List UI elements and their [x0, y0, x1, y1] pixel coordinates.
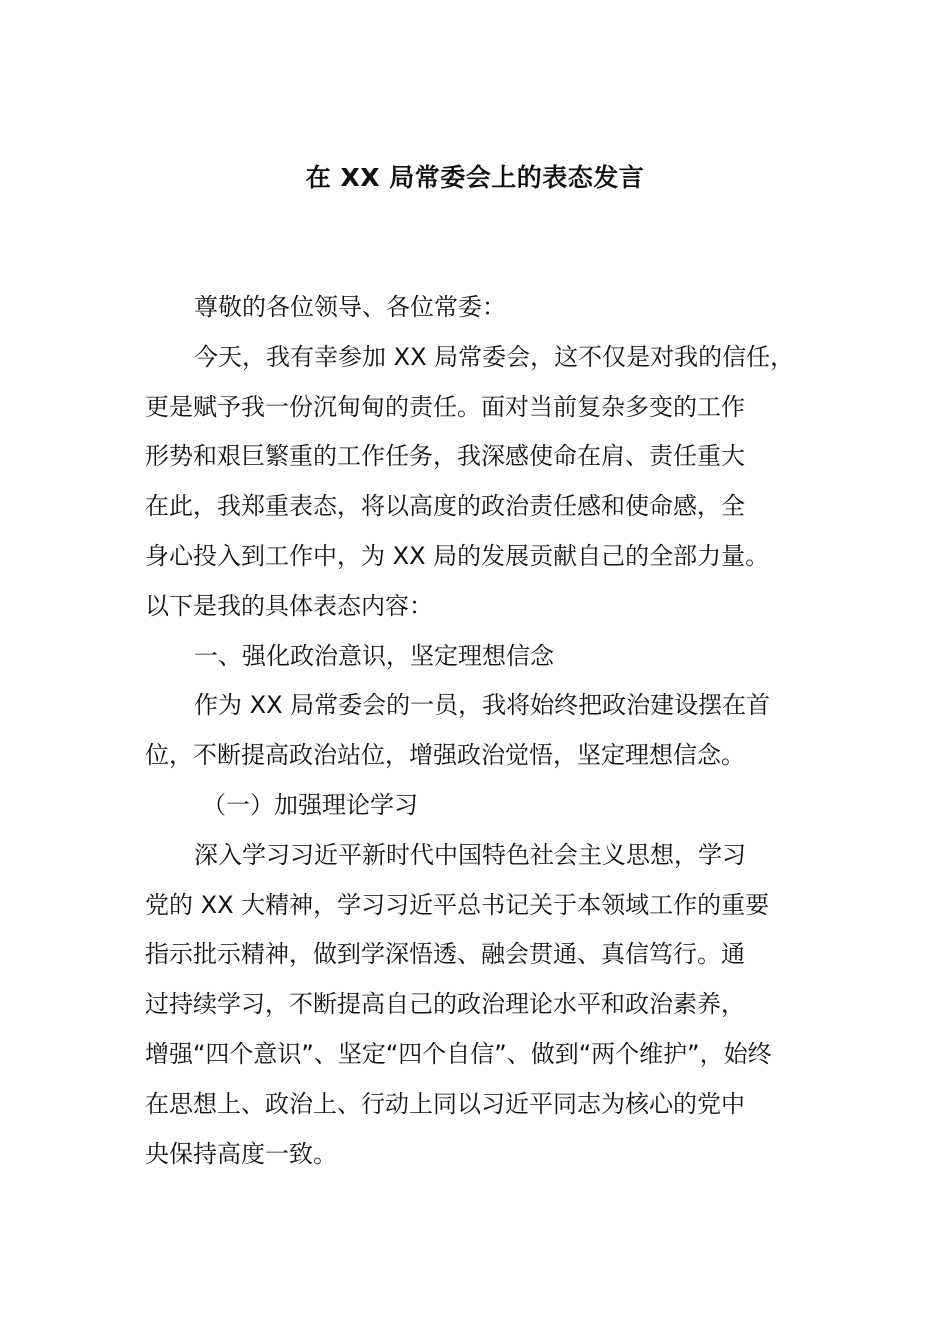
paragraph-line: 央保持高度一致。	[145, 1139, 337, 1168]
salutation: 尊敬的各位领导、各位常委：	[194, 293, 506, 321]
paragraph-line: 增强“四个意识”、坚定“四个自信”、做到“两个维护”，始终	[145, 1039, 772, 1068]
paragraph-line: 深入学习习近平新时代中国特色社会主义思想，学习	[194, 840, 746, 869]
document-body	[145, 283, 835, 1179]
paragraph-line: 过持续学习，不断提高自己的政治理论水平和政治素养，	[145, 990, 745, 1019]
paragraph-line: 位，不断提高政治站位，增强政治觉悟，坚定理想信念。	[145, 741, 745, 770]
document-title: 在 XX 局常委会上的表态发言	[305, 163, 645, 192]
paragraph-line: 更是赋予我一份沉甸甸的责任。面对当前复杂多变的工作	[145, 392, 745, 421]
paragraph-line: 党的 XX 大精神，学习习近平总书记关于本领域工作的重要	[145, 890, 770, 919]
paragraph-line: 以下是我的具体表态内容：	[145, 591, 433, 620]
paragraph-line: 今天，我有幸参加 XX 局常委会，这不仅是对我的信任，	[194, 342, 795, 371]
paragraph-line: 形势和艰巨繁重的工作任务，我深感使命在肩、责任重大	[145, 442, 745, 471]
paragraph-line: 作为 XX 局常委会的一员，我将始终把政治建设摆在首	[194, 691, 771, 720]
paragraph-line: 在思想上、政治上、行动上同以习近平同志为核心的党中	[145, 1089, 745, 1118]
section-heading: 一、强化政治意识，坚定理想信念	[194, 641, 554, 670]
subsection-heading: （一）加强理论学习	[202, 790, 418, 819]
paragraph-line: 指示批示精神，做到学深悟透、融会贯通、真信笃行。通	[145, 940, 745, 969]
paragraph-line: 在此，我郑重表态，将以高度的政治责任感和使命感，全	[145, 492, 745, 521]
paragraph-line: 身心投入到工作中，为 XX 局的发展贡献自己的全部力量。	[145, 541, 770, 570]
